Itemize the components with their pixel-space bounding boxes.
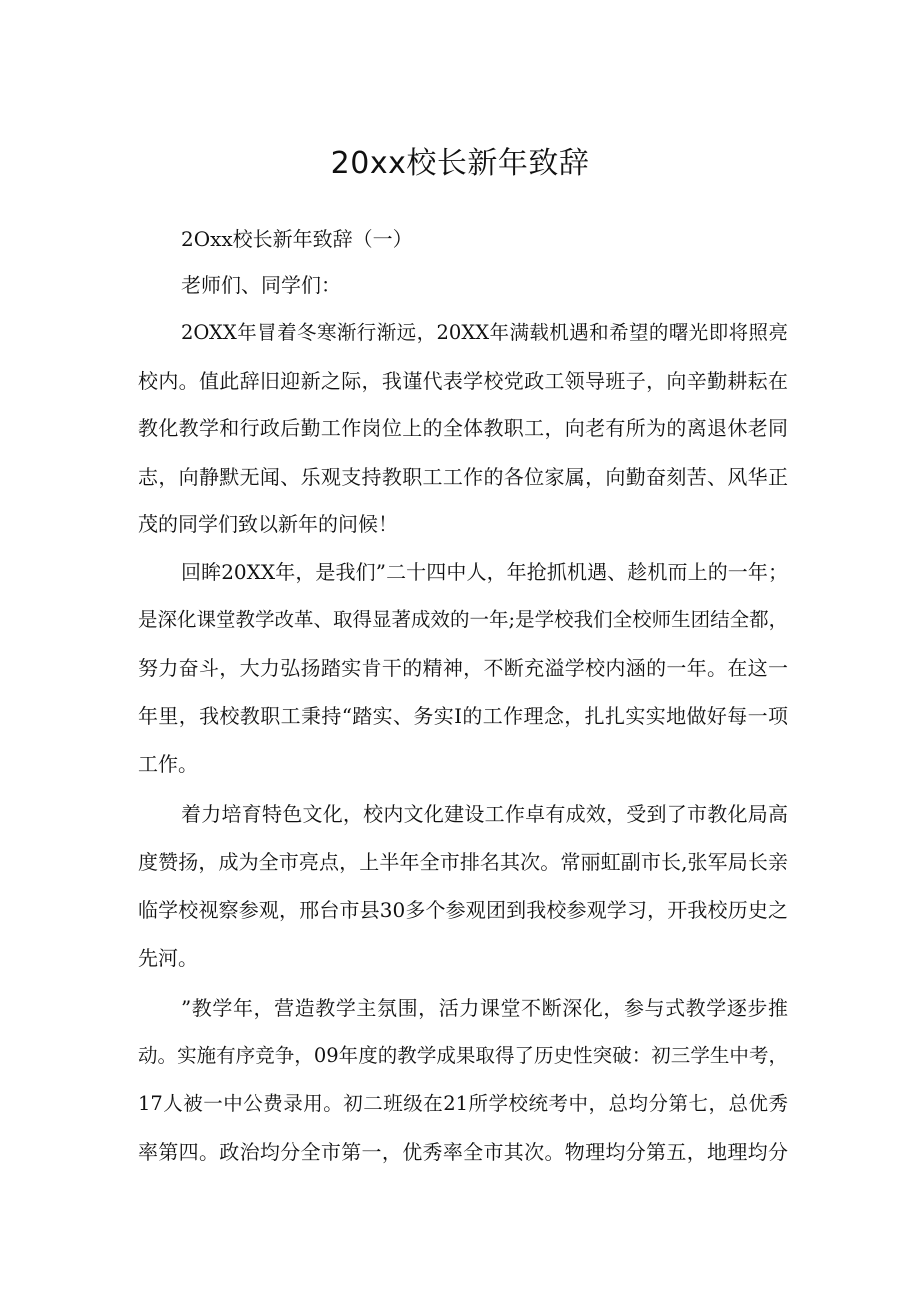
paragraph-2-line-4: 年里，我校教职工秉持“踏实、务实I的工作理念，扎扎实实地做好每一项 bbox=[138, 704, 788, 728]
paragraph-2-line-1: 回眸20XX年，是我们”二十四中人，年抢抓机遇、趁机而上的一年； bbox=[181, 560, 788, 584]
paragraph-3-line-2: 度赞扬，成为全市亮点，上半年全市排名其次。常丽虹副市长,张军局长亲 bbox=[138, 850, 788, 874]
paragraph-3-line-4: 先河。 bbox=[138, 946, 198, 970]
paragraph-4-line-4: 率第四。政治均分全市第一，优秀率全市其次。物理均分第五，地理均分 bbox=[138, 1140, 788, 1164]
salutation: 老师们、同学们： bbox=[181, 273, 341, 297]
paragraph-1-line-5: 茂的同学们致以新年的问候！ bbox=[138, 512, 398, 536]
paragraph-1-line-4: 志，向静默无闻、乐观支持教职工工作的各位家属，向勤奋刻苦、风华正 bbox=[138, 465, 788, 489]
subtitle: 2Oxx校长新年致辞（一） bbox=[181, 227, 413, 251]
paragraph-2-line-2: 是深化课堂教学改革、取得显著成效的一年;是学校我们全校师生团结全都， bbox=[138, 608, 789, 631]
paragraph-3-line-1: 着力培育特色文化，校内文化建设工作卓有成效，受到了市教化局高 bbox=[181, 802, 788, 826]
paragraph-4-line-3: 17人被一中公费录用。初二班级在21所学校统考中，总均分第七，总优秀 bbox=[138, 1092, 788, 1115]
paragraph-4-line-1: ”教学年，营造教学主氛围，活力课堂不断深化，参与式教学逐步推 bbox=[181, 996, 788, 1020]
paragraph-2-line-5: 工作。 bbox=[138, 752, 198, 776]
paragraph-3-line-3: 临学校视察参观，邢台市县30多个参观团到我校参观学习，开我校历史之 bbox=[138, 898, 788, 922]
paragraph-1-line-1: 2OXX年冒着冬寒渐行渐远，20XX年满载机遇和希望的曙光即将照亮 bbox=[181, 321, 788, 344]
paragraph-2-line-3: 努力奋斗，大力弘扬踏实肯干的精神，不断充溢学校内涵的一年。在这一 bbox=[138, 656, 788, 680]
paragraph-1-line-2: 校内。值此辞旧迎新之际，我谨代表学校党政工领导班子，向辛勤耕耘在 bbox=[138, 369, 788, 393]
paragraph-1-line-3: 教化教学和行政后勤工作岗位上的全体教职工，向老有所为的离退休老同 bbox=[138, 416, 788, 440]
page-title: 20xx校长新年致辞 bbox=[330, 146, 590, 181]
paragraph-4-line-2: 动。实施有序竞争，09年度的教学成果取得了历史性突破：初三学生中考， bbox=[138, 1044, 788, 1067]
